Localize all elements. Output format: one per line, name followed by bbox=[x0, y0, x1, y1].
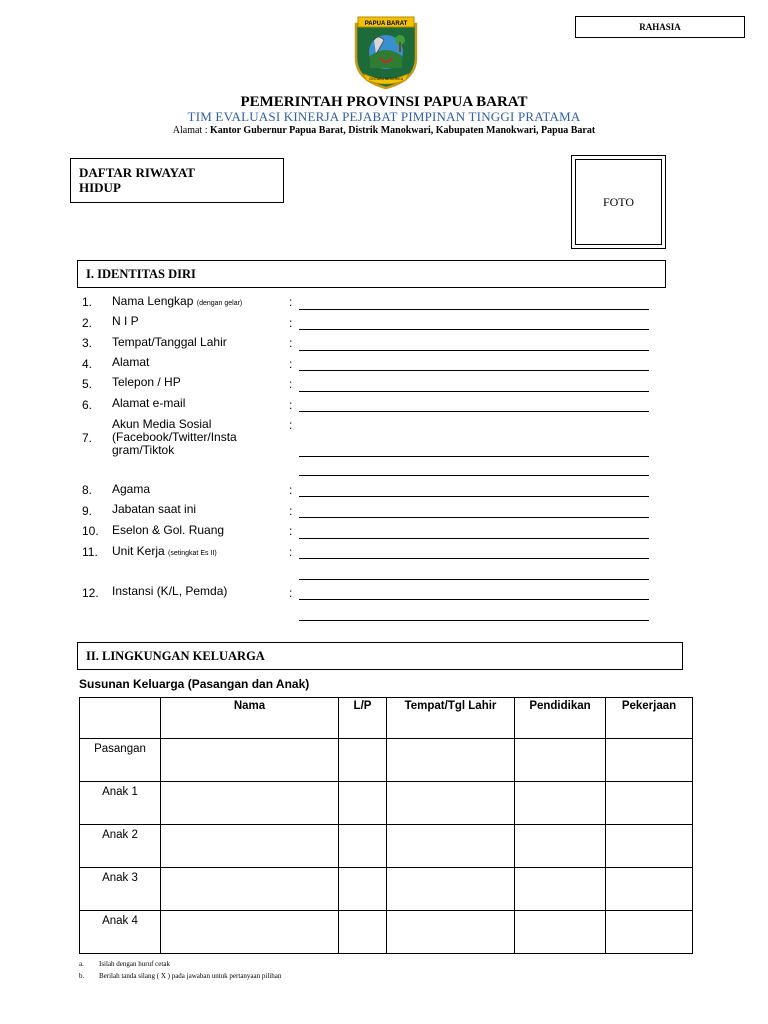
table-cell[interactable] bbox=[339, 825, 387, 868]
item-colon: : bbox=[289, 316, 293, 330]
item-label-ttl: Tempat/Tanggal Lahir bbox=[112, 335, 227, 349]
field-line-media-sosial-1[interactable] bbox=[299, 456, 649, 457]
svg-text:PAPUA BARAT: PAPUA BARAT bbox=[364, 21, 408, 27]
field-line-nip[interactable] bbox=[299, 329, 649, 330]
table-cell[interactable] bbox=[606, 825, 693, 868]
field-line-unit-kerja-2[interactable] bbox=[299, 579, 649, 580]
field-line-unit-kerja-1[interactable] bbox=[299, 558, 649, 559]
item-colon: : bbox=[289, 357, 293, 371]
table-cell[interactable] bbox=[387, 825, 515, 868]
table-row bbox=[80, 868, 693, 911]
item-number: 8. bbox=[82, 483, 93, 497]
item-colon: : bbox=[289, 483, 293, 497]
table-cell[interactable] bbox=[515, 868, 606, 911]
item-note: (dengan gelar) bbox=[196, 300, 243, 307]
column-header bbox=[80, 698, 161, 739]
item-colon: : bbox=[289, 524, 293, 538]
table-cell[interactable] bbox=[515, 782, 606, 825]
table-cell[interactable] bbox=[515, 739, 606, 782]
item-colon: : bbox=[289, 336, 293, 350]
field-line-jabatan[interactable] bbox=[299, 517, 649, 518]
field-line-nama[interactable] bbox=[299, 309, 649, 310]
address-label: Alamat : bbox=[172, 125, 208, 136]
table-cell[interactable] bbox=[161, 782, 339, 825]
table-cell[interactable] bbox=[161, 825, 339, 868]
row-label: Pasangan bbox=[80, 739, 161, 782]
table-cell[interactable] bbox=[161, 868, 339, 911]
classification-label: RAHASIA bbox=[575, 16, 745, 38]
field-line-alamat[interactable] bbox=[299, 370, 649, 371]
item-label-media-sosial: Akun Media Sosial (Facebook/Twitter/Insta gram/Tiktok bbox=[112, 417, 237, 457]
table-cell[interactable] bbox=[515, 825, 606, 868]
item-number: 4. bbox=[82, 357, 93, 371]
table-cell[interactable] bbox=[339, 868, 387, 911]
row-label: Anak 1 bbox=[80, 782, 161, 825]
field-line-media-sosial-2[interactable] bbox=[299, 475, 649, 476]
table-row bbox=[80, 911, 693, 954]
item-number: 11. bbox=[82, 545, 98, 559]
field-line-ttl[interactable] bbox=[299, 350, 649, 351]
item-number: 7. bbox=[82, 431, 93, 445]
field-line-instansi-1[interactable] bbox=[299, 599, 649, 600]
item-number: 5. bbox=[82, 377, 93, 391]
item-label-nama: Nama Lengkap (dengan gelar) bbox=[112, 294, 243, 308]
table-cell[interactable] bbox=[161, 739, 339, 782]
item-label-jabatan: Jabatan saat ini bbox=[112, 502, 197, 516]
photo-box bbox=[571, 155, 666, 249]
table-cell[interactable] bbox=[606, 739, 693, 782]
item-label-telepon: Telepon / HP bbox=[112, 375, 181, 389]
table-cell[interactable] bbox=[387, 739, 515, 782]
column-header-pendidikan: Pendidikan bbox=[515, 698, 606, 739]
section-lingkungan-keluarga: II. LINGKUNGAN KELUARGA bbox=[77, 642, 683, 670]
item-colon: : bbox=[289, 586, 293, 600]
item-note: (setingkat Es II) bbox=[168, 550, 217, 557]
field-line-email[interactable] bbox=[299, 411, 649, 412]
item-number: 6. bbox=[82, 398, 93, 412]
item-number: 3. bbox=[82, 336, 93, 350]
field-line-instansi-2[interactable] bbox=[299, 620, 649, 621]
table-cell[interactable] bbox=[161, 911, 339, 954]
family-table-header-row bbox=[80, 698, 693, 739]
table-row bbox=[80, 782, 693, 825]
header-subtitle: TIM EVALUASI KINERJA PEJABAT PIMPINAN TINGGI PRATAMA bbox=[187, 109, 581, 124]
item-colon: : bbox=[289, 295, 293, 309]
table-cell[interactable] bbox=[606, 868, 693, 911]
item-label-alamat: Alamat bbox=[112, 355, 150, 369]
header-address bbox=[0, 125, 768, 136]
document-title-box bbox=[70, 158, 284, 203]
section-identitas-diri: I. IDENTITAS DIRI bbox=[77, 260, 666, 288]
item-colon: : bbox=[289, 377, 293, 391]
header-title: PEMERINTAH PROVINSI PAPUA BARAT bbox=[240, 94, 528, 110]
column-header-lp: L/P bbox=[339, 698, 387, 739]
item-colon: : bbox=[289, 545, 293, 559]
footnote-a: a. Isilah dengan huruf cetak bbox=[79, 960, 170, 968]
field-line-telepon[interactable] bbox=[299, 391, 649, 392]
svg-text:CINTAKU NEGERIKU: CINTAKU NEGERIKU bbox=[368, 77, 404, 81]
table-cell[interactable] bbox=[387, 911, 515, 954]
address-value: Kantor Gubernur Papua Barat, Distrik Manokwari, Kabupaten Manokwari, Papua Barat bbox=[209, 125, 596, 136]
item-label-instansi: Instansi (K/L, Pemda) bbox=[112, 584, 228, 598]
row-label: Anak 4 bbox=[80, 911, 161, 954]
table-cell[interactable] bbox=[339, 782, 387, 825]
document-title-line1: DAFTAR RIWAYAT bbox=[79, 165, 195, 180]
item-label-eselon: Eselon & Gol. Ruang bbox=[112, 523, 225, 537]
table-cell[interactable] bbox=[339, 911, 387, 954]
item-colon: : bbox=[289, 418, 293, 432]
column-header-pekerjaan: Pekerjaan bbox=[606, 698, 693, 739]
item-number: 9. bbox=[82, 504, 93, 518]
table-cell[interactable] bbox=[515, 911, 606, 954]
table-row bbox=[80, 739, 693, 782]
table-cell[interactable] bbox=[339, 739, 387, 782]
table-row bbox=[80, 825, 693, 868]
item-label-agama: Agama bbox=[112, 482, 151, 496]
table-cell[interactable] bbox=[387, 868, 515, 911]
item-number: 10. bbox=[82, 524, 99, 538]
item-number: 12. bbox=[82, 586, 99, 600]
footnote-b: b. Berilah tanda silang ( X ) pada jawaban untuk pertanyaan pilihan bbox=[79, 972, 282, 980]
item-label-unit-kerja: Unit Kerja (setingkat Es II) bbox=[112, 544, 217, 558]
item-label-nip: N I P bbox=[112, 314, 139, 328]
item-number: 2. bbox=[82, 316, 93, 330]
column-header-tempat-tgl-lahir: Tempat/Tgl Lahir bbox=[387, 698, 515, 739]
photo-label: FOTO bbox=[575, 159, 662, 245]
row-label: Anak 3 bbox=[80, 868, 161, 911]
table-cell[interactable] bbox=[606, 782, 693, 825]
table-cell[interactable] bbox=[606, 911, 693, 954]
item-colon: : bbox=[289, 504, 293, 518]
province-emblem-logo bbox=[350, 14, 422, 90]
item-label-email: Alamat e-mail bbox=[112, 396, 186, 410]
field-line-agama[interactable] bbox=[299, 496, 649, 497]
table-cell[interactable] bbox=[387, 782, 515, 825]
item-number: 1. bbox=[82, 295, 93, 309]
item-colon: : bbox=[289, 398, 293, 412]
family-table-heading: Susunan Keluarga (Pasangan dan Anak) bbox=[79, 677, 310, 691]
row-label: Anak 2 bbox=[80, 825, 161, 868]
family-table bbox=[79, 697, 693, 954]
document-title-line2: HIDUP bbox=[79, 180, 121, 195]
field-line-eselon[interactable] bbox=[299, 538, 649, 539]
column-header-nama: Nama bbox=[161, 698, 339, 739]
